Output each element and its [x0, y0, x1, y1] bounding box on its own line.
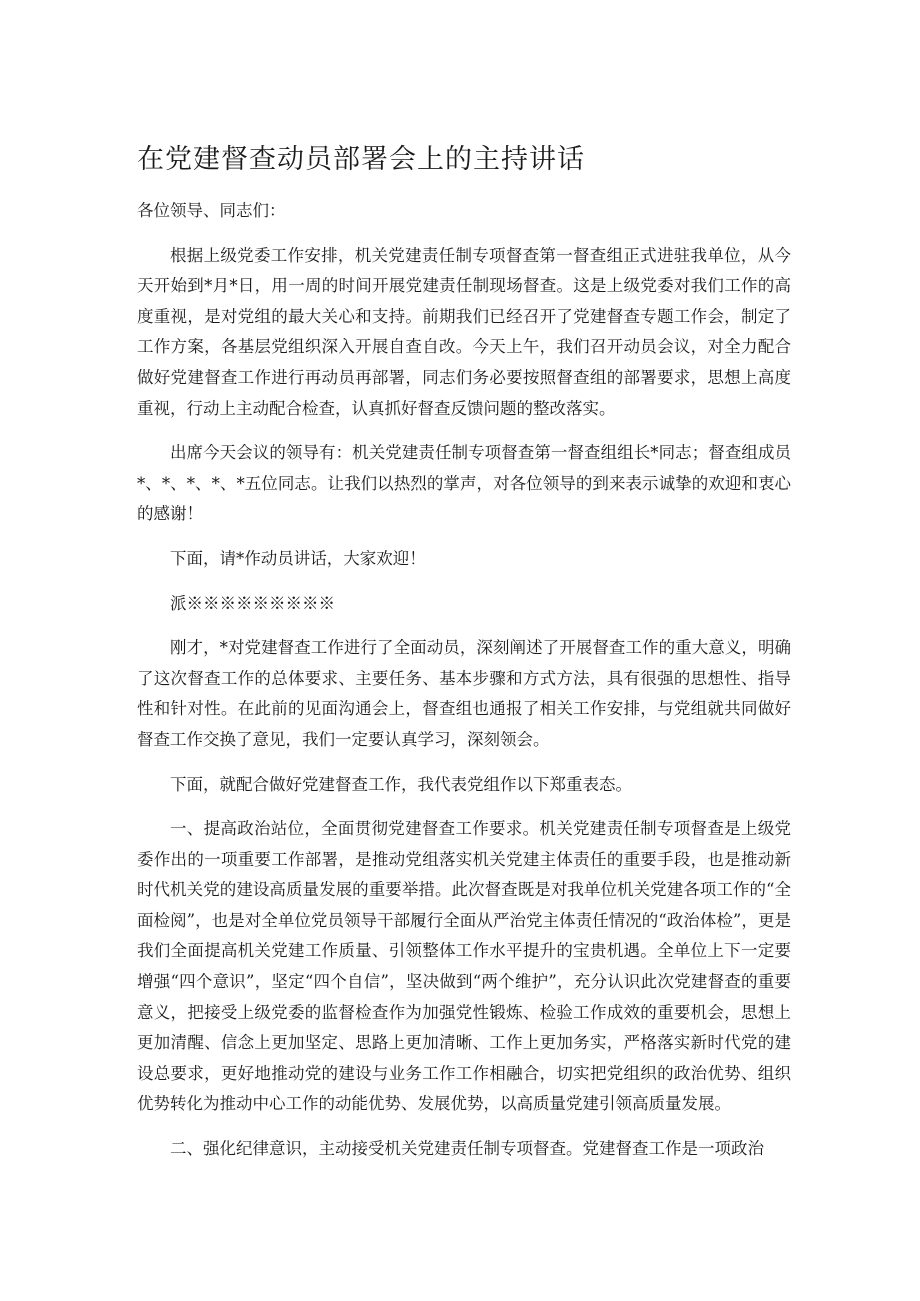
- paragraph: 出席今天会议的领导有：机关党建责任制专项督查第一督查组组长*同志；督查组成员*、*、*、*、*五位同志。让我们以热烈的掌声，对各位领导的到来表示诚挚的欢迎和衷心的感谢！: [137, 443, 791, 524]
- document-body: [137, 196, 791, 1179]
- paragraph: 二、强化纪律意识，主动接受机关党建责任制专项督查。党建督查工作是一项政治: [170, 1139, 764, 1159]
- paragraph: 派※※※※※※※※※: [170, 593, 335, 613]
- paragraph: 一、提高政治站位，全面贯彻党建督查工作要求。机关党建责任制专项督查是上级党委作出的一项重要工作部署，是推动党组落实机关党建主体责任的重要手段，也是推动新时代机关党的建设高质量发展的重要举措。此次督查既是对我单位机关党建各项工作的“全面检阅”，也是对全单位党员领导干部履行全面从严治党主体责任情况的“政治体检”，更是我们全面提高机关党建工作质量、引领整体工作水平提升的宝贵机遇。全单位上下一定要增强“四个意识”，坚定“四个自信”，坚决做到“两个维护”，充分认识此次党建督查的重要意义，把接受上级党委的监督检查作为加强党性锻炼、检验工作成效的重要机会，思想上更加清醒、信念上更加坚定、思路上更加清晰、工作上更加务实，严格落实新时代党的建设总要求，更好地推动党的建设与业务工作工作相融合，切实把党组织的政治优势、组织优势转化为推动中心工作的动能优势、发展优势，以高质量党建引领高质量发展。: [137, 819, 791, 1114]
- paragraph: 下面，请*作动员讲话，大家欢迎！: [170, 548, 426, 568]
- salutation: 各位领导、同志们：: [137, 201, 286, 220]
- paragraph: 根据上级党委工作安排，机关党建责任制专项督查第一督查组正式进驻我单位，从今天开始到*月*日，用一周的时间开展党建责任制现场督查。这是上级党委对我们工作的高度重视，是对党组的最大关心和支持。前期我们已经召开了党建督查专题工作会，制定了工作方案，各基层党组织深入开展自查自改。今天上午，我们召开动员会议，对全力配合做好党建督查工作进行再动员再部署，同志们务必要按照督查组的部署要求，思想上高度重视，行动上主动配合检查，认真抓好督查反馈问题的整改落实。: [137, 245, 791, 418]
- paragraph: 下面，就配合做好党建督查工作，我代表党组作以下郑重表态。: [170, 774, 632, 794]
- paragraph: 刚才，*对党建督查工作进行了全面动员，深刻阐述了开展督查工作的重大意义，明确了这次督查工作的总体要求、主要任务、基本步骤和方式方法，具有很强的思想性、指导性和针对性。在此前的见面沟通会上，督查组也通报了相关工作安排，与党组就共同做好督查工作交换了意见，我们一定要认真学习，深刻领会。: [137, 638, 791, 749]
- document-title: 在党建督查动员部署会上的主持讲话: [137, 144, 585, 175]
